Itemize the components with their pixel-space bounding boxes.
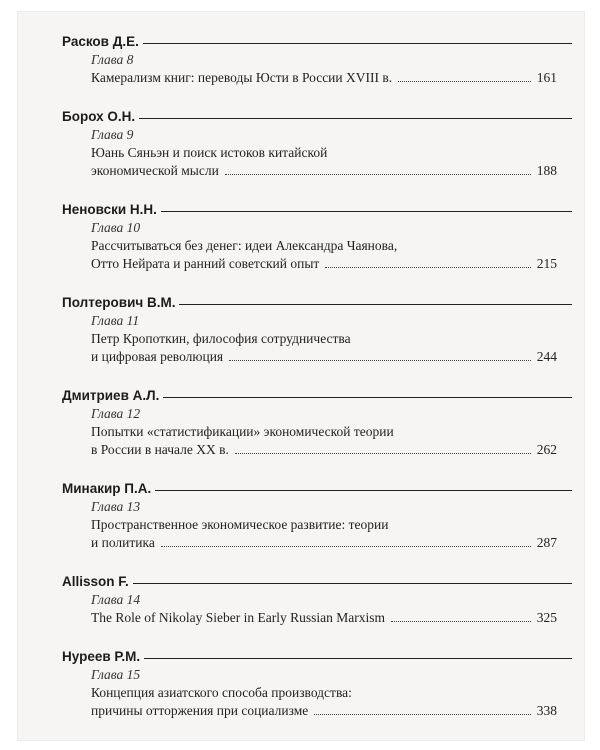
entry-body xyxy=(62,219,557,273)
title-line: Юань Сяньэн и поиск истоков китайской xyxy=(91,145,328,160)
title-last-line xyxy=(91,255,557,273)
chapter-label: Глава 10 xyxy=(91,220,141,235)
title-line: Рассчитываться без денег: идеи Александра Чаянова, xyxy=(91,238,398,253)
author-name: Неновски Н.Н. xyxy=(62,202,157,217)
page-number: 325 xyxy=(536,610,557,625)
entry-body xyxy=(62,666,557,720)
dot-leader xyxy=(235,453,531,454)
author-rule xyxy=(179,304,572,305)
dot-leader xyxy=(161,546,531,547)
title-last-line xyxy=(91,702,557,720)
title-text: причины отторжения при социализме xyxy=(91,703,309,718)
title-last-line xyxy=(91,69,557,87)
author-rule xyxy=(144,658,572,659)
page-number: 262 xyxy=(536,442,557,457)
author-rule xyxy=(155,490,572,491)
page-number: 215 xyxy=(536,256,557,271)
toc-entry-raskov xyxy=(62,27,572,87)
book-page xyxy=(18,12,584,740)
dot-leader xyxy=(325,267,530,268)
author-row xyxy=(62,27,572,49)
table-of-contents xyxy=(62,12,572,720)
entry-body xyxy=(62,126,557,180)
title-text: Отто Нейрата и ранний советский опыт xyxy=(91,256,320,271)
title-text: и цифровая революция xyxy=(91,349,224,364)
author-name: Allisson F. xyxy=(62,574,129,589)
dot-leader xyxy=(391,621,531,622)
dot-leader xyxy=(398,81,531,82)
title-line: Пространственное экономическое развитие: теории xyxy=(91,517,389,532)
entry-body xyxy=(62,591,557,627)
author-row xyxy=(62,381,572,403)
title-last-line xyxy=(91,441,557,459)
title-line: Попытки «статистификации» экономической теории xyxy=(91,424,394,439)
toc-entry-nureev xyxy=(62,642,572,720)
author-row xyxy=(62,567,572,589)
entry-body xyxy=(62,405,557,459)
title-text: экономической мысли xyxy=(91,163,219,178)
author-row xyxy=(62,102,572,124)
toc-entry-allisson xyxy=(62,567,572,627)
title-line: Концепция азиатского способа производства: xyxy=(91,685,352,700)
author-row xyxy=(62,288,572,310)
title-line: Петр Кропоткин, философия сотрудничества xyxy=(91,331,351,346)
page-number: 244 xyxy=(536,349,557,364)
dot-leader xyxy=(225,174,531,175)
page-number: 188 xyxy=(536,163,557,178)
title-last-line xyxy=(91,348,557,366)
chapter-label: Глава 11 xyxy=(91,313,140,328)
title-text: The Role of Nikolay Sieber in Early Russian Marxism xyxy=(91,610,385,625)
author-name: Расков Д.Е. xyxy=(62,34,139,49)
author-name: Борох О.Н. xyxy=(62,109,136,124)
chapter-label: Глава 9 xyxy=(91,127,134,142)
title-text: Камерализм книг: переводы Юсти в России XVIII в. xyxy=(91,70,393,85)
author-name: Дмитриев А.Л. xyxy=(62,388,160,403)
title-last-line xyxy=(91,609,557,627)
entry-body xyxy=(62,498,557,552)
author-name: Нуреев Р.М. xyxy=(62,649,141,664)
author-rule xyxy=(143,43,572,44)
chapter-label: Глава 12 xyxy=(91,406,141,421)
author-rule xyxy=(163,397,572,398)
page-number: 161 xyxy=(536,70,557,85)
author-rule xyxy=(139,118,572,119)
title-last-line xyxy=(91,162,557,180)
author-row xyxy=(62,474,572,496)
page-number: 338 xyxy=(536,703,557,718)
dot-leader xyxy=(229,360,531,361)
chapter-label: Глава 13 xyxy=(91,499,141,514)
toc-entry-minakir xyxy=(62,474,572,552)
entry-body xyxy=(62,312,557,366)
toc-entry-dmitriev xyxy=(62,381,572,459)
author-rule xyxy=(133,583,572,584)
author-row xyxy=(62,642,572,664)
dot-leader xyxy=(314,714,530,715)
toc-entry-borokh xyxy=(62,102,572,180)
toc-entry-polterovich xyxy=(62,288,572,366)
author-rule xyxy=(161,211,572,212)
chapter-label: Глава 8 xyxy=(91,52,134,67)
title-text: и политика xyxy=(91,535,155,550)
page-number: 287 xyxy=(536,535,557,550)
title-text: в России в начале XX в. xyxy=(91,442,229,457)
author-row xyxy=(62,195,572,217)
author-name: Полтерович В.М. xyxy=(62,295,176,310)
author-name: Минакир П.А. xyxy=(62,481,152,496)
chapter-label: Глава 15 xyxy=(91,667,141,682)
chapter-label: Глава 14 xyxy=(91,592,141,607)
toc-entry-nenovsky xyxy=(62,195,572,273)
title-last-line xyxy=(91,534,557,552)
entry-body xyxy=(62,51,557,87)
